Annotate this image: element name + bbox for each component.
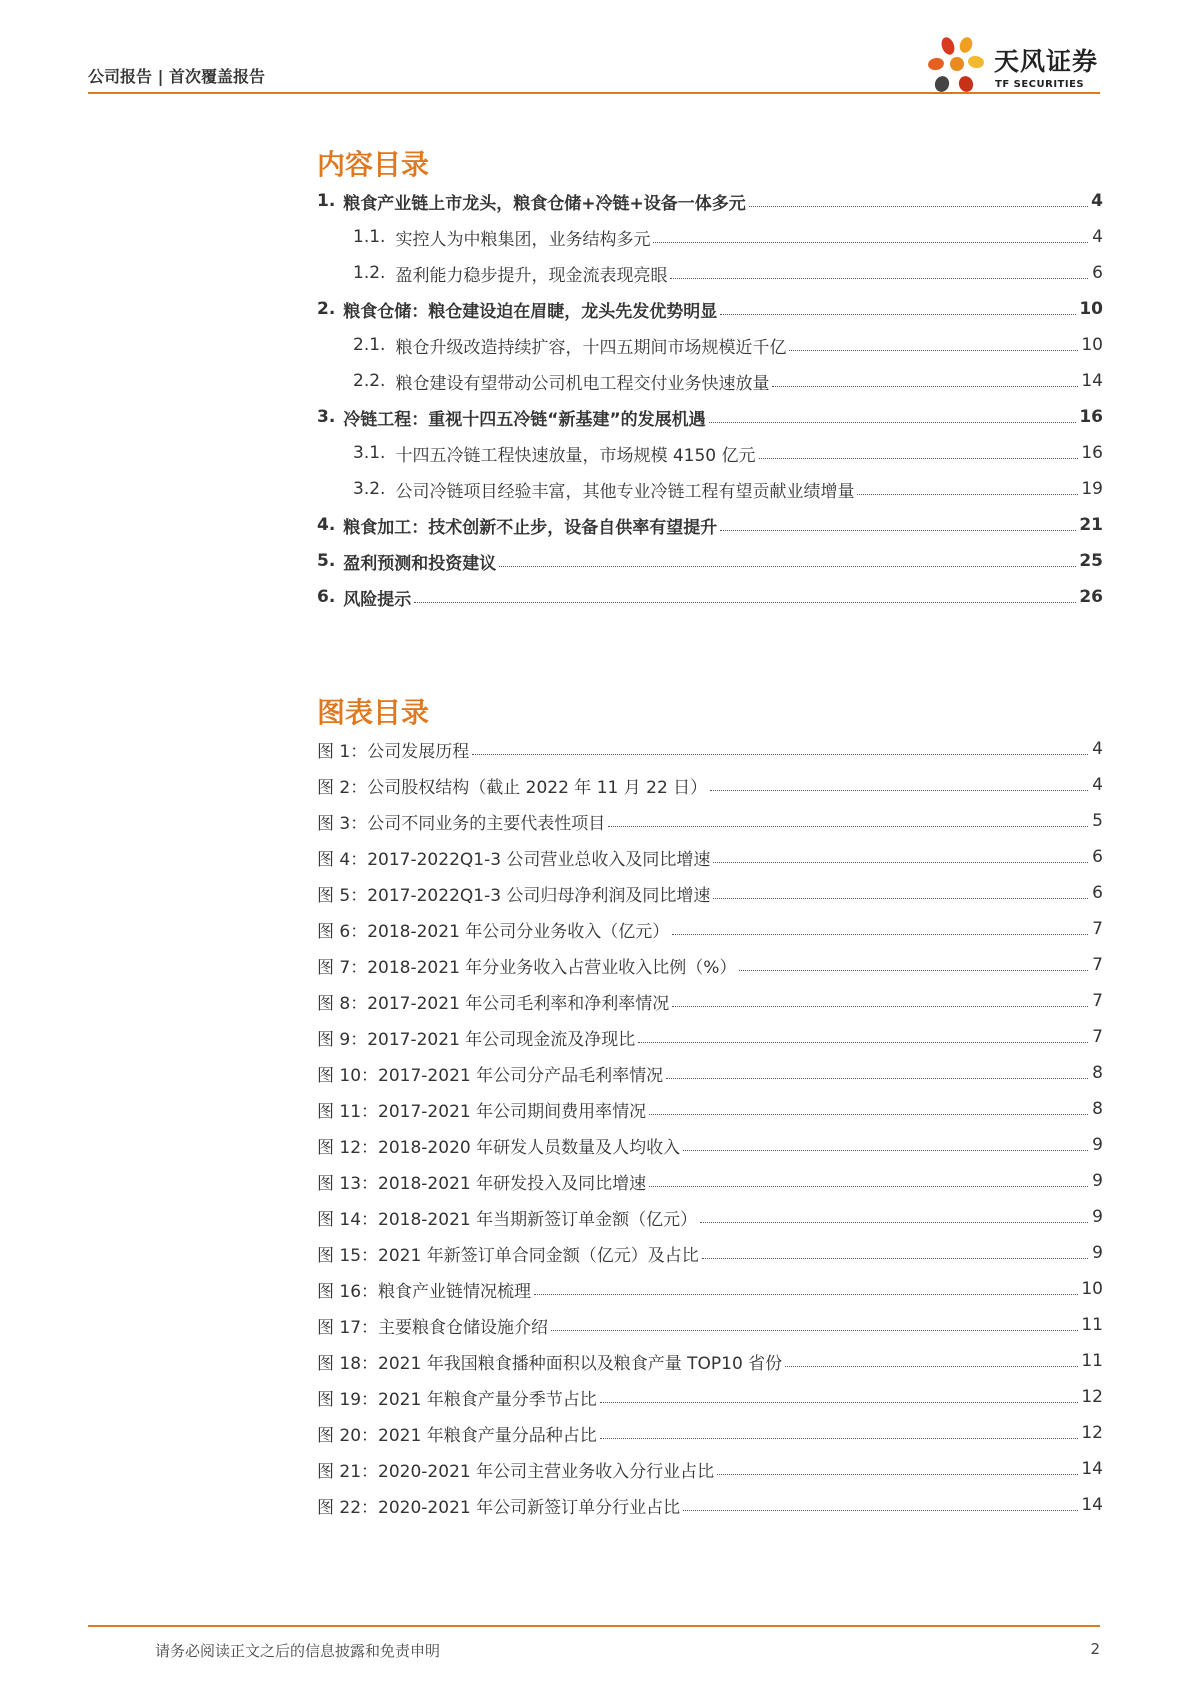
toc-entry-title: 实控人为中粮集团，业务结构多元: [395, 229, 651, 250]
figure-entry-page: 6: [1092, 883, 1103, 903]
toc-entry-page: 16: [1081, 443, 1103, 463]
figure-leader-dots: [600, 1402, 1079, 1403]
toc-entry-title: 粮食产业链上市龙头，粮食仓储+冷链+设备一体多元: [343, 193, 746, 214]
figure-entry-title: 图 7：2018-2021 年分业务收入占营业收入比例（%）: [317, 957, 737, 978]
toc-leader-dots: [857, 494, 1078, 495]
toc-entry-title: 盈利能力稳步提升，现金流表现亮眼: [395, 265, 668, 286]
figures-title: 图表目录: [317, 696, 430, 729]
toc-entry-number: 3.2.: [353, 479, 386, 499]
toc-entry-number: 2.: [317, 299, 336, 319]
figure-entry-page: 11: [1081, 1315, 1103, 1335]
toc-entry[interactable]: [317, 327, 1103, 363]
toc-entry[interactable]: [317, 543, 1103, 579]
toc-leader-dots: [789, 350, 1078, 351]
figure-entry[interactable]: [317, 767, 1103, 803]
figure-entry[interactable]: [317, 1163, 1103, 1199]
figure-entry[interactable]: [317, 1379, 1103, 1415]
figure-entry-title: 图 9：2017-2021 年公司现金流及净现比: [317, 1029, 636, 1050]
figure-leader-dots: [649, 1186, 1088, 1187]
figure-entry-title: 图 14：2018-2021 年当期新签订单金额（亿元）: [317, 1209, 698, 1230]
toc-entry-page: 26: [1079, 587, 1103, 607]
figure-entry-page: 4: [1092, 739, 1103, 759]
toc-entry-number: 1.2.: [353, 263, 386, 283]
figure-entry-page: 6: [1092, 847, 1103, 867]
figure-entry-title: 图 19：2021 年粮食产量分季节占比: [317, 1389, 597, 1410]
figure-leader-dots: [739, 970, 1088, 971]
toc-entry-title: 公司冷链项目经验丰富，其他专业冷链工程有望贡献业绩增量: [395, 481, 855, 502]
figure-entry-page: 10: [1081, 1279, 1103, 1299]
toc-entry-number: 3.: [317, 407, 336, 427]
toc-entry-page: 4: [1091, 191, 1103, 211]
figure-entry[interactable]: [317, 1199, 1103, 1235]
toc-entry[interactable]: [317, 219, 1103, 255]
figure-leader-dots: [672, 1006, 1088, 1007]
toc-entry-title: 冷链工程：重视十四五冷链“新基建”的发展机遇: [343, 409, 706, 430]
figure-entry-page: 12: [1081, 1387, 1103, 1407]
figure-entry-title: 图 6：2018-2021 年公司分业务收入（亿元）: [317, 921, 670, 942]
figure-entry[interactable]: [317, 731, 1103, 767]
toc-leader-dots: [759, 458, 1079, 459]
figure-entry-title: 图 5：2017-2022Q1-3 公司归母净利润及同比增速: [317, 885, 711, 906]
figure-leader-dots: [785, 1366, 1078, 1367]
figure-entry-page: 14: [1081, 1459, 1103, 1479]
toc-entry[interactable]: [317, 579, 1103, 615]
figure-entry-title: 图 12：2018-2020 年研发人员数量及人均收入: [317, 1137, 681, 1158]
toc-entry-page: 14: [1081, 371, 1103, 391]
figure-leader-dots: [683, 1510, 1078, 1511]
toc-entry-page: 16: [1079, 407, 1103, 427]
figure-entry-page: 7: [1092, 919, 1103, 939]
figure-leader-dots: [649, 1114, 1088, 1115]
figure-entry[interactable]: [317, 1127, 1103, 1163]
figure-entry[interactable]: [317, 911, 1103, 947]
figure-leader-dots: [683, 1150, 1088, 1151]
figure-leader-dots: [700, 1222, 1088, 1223]
figure-leader-dots: [472, 754, 1088, 755]
toc-entry-number: 3.1.: [353, 443, 386, 463]
figure-entry[interactable]: [317, 983, 1103, 1019]
toc-entry-page: 10: [1079, 299, 1103, 319]
toc-leader-dots: [414, 602, 1076, 603]
figure-entry[interactable]: [317, 1235, 1103, 1271]
figure-entry[interactable]: [317, 1451, 1103, 1487]
toc-entry-title: 风险提示: [343, 589, 412, 610]
figure-leader-dots: [713, 898, 1088, 899]
toc-entry[interactable]: [317, 507, 1103, 543]
figure-leader-dots: [551, 1330, 1078, 1331]
figure-entry[interactable]: [317, 1271, 1103, 1307]
figure-entry-page: 9: [1092, 1207, 1103, 1227]
toc-entry[interactable]: [317, 363, 1103, 399]
figure-entry[interactable]: [317, 803, 1103, 839]
toc-entry-page: 10: [1081, 335, 1103, 355]
figure-entry-title: 图 2：公司股权结构（截止 2022 年 11 月 22 日）: [317, 777, 708, 798]
toc-leader-dots: [720, 530, 1076, 531]
figure-entry-page: 9: [1092, 1171, 1103, 1191]
figure-leader-dots: [717, 1474, 1078, 1475]
toc-entry-page: 6: [1092, 263, 1103, 283]
figure-leader-dots: [600, 1438, 1079, 1439]
figure-entry-title: 图 1：公司发展历程: [317, 741, 470, 762]
logo-english-name: TF SECURITIES: [995, 79, 1085, 90]
figure-entry[interactable]: [317, 1415, 1103, 1451]
toc-entry[interactable]: [317, 471, 1103, 507]
contents-list: [317, 183, 1103, 615]
figure-entry-page: 14: [1081, 1495, 1103, 1515]
figure-entry-page: 7: [1092, 991, 1103, 1011]
figure-entry-title: 图 17：主要粮食仓储设施介绍: [317, 1317, 549, 1338]
figure-entry-page: 12: [1081, 1423, 1103, 1443]
figure-entry-page: 9: [1092, 1243, 1103, 1263]
figure-entry-page: 8: [1092, 1099, 1103, 1119]
figure-entry-title: 图 21：2020-2021 年公司主营业务收入分行业占比: [317, 1461, 715, 1482]
figure-entry[interactable]: [317, 1091, 1103, 1127]
figure-entry-page: 11: [1081, 1351, 1103, 1371]
figure-entry-title: 图 20：2021 年粮食产量分品种占比: [317, 1425, 597, 1446]
toc-leader-dots: [670, 278, 1088, 279]
toc-entry-page: 21: [1079, 515, 1103, 535]
toc-entry-page: 4: [1092, 227, 1103, 247]
flower-logo-icon: [928, 36, 990, 100]
toc-leader-dots: [749, 206, 1088, 207]
figure-entry[interactable]: [317, 1487, 1103, 1523]
figure-entry-title: 图 16：粮食产业链情况梳理: [317, 1281, 532, 1302]
figure-entry-title: 图 4：2017-2022Q1-3 公司营业总收入及同比增速: [317, 849, 711, 870]
toc-leader-dots: [772, 386, 1078, 387]
figure-leader-dots: [608, 826, 1088, 827]
toc-entry[interactable]: [317, 183, 1103, 219]
toc-entry[interactable]: [317, 255, 1103, 291]
figure-leader-dots: [713, 862, 1088, 863]
figure-entry[interactable]: [317, 947, 1103, 983]
toc-entry-number: 1.1.: [353, 227, 386, 247]
toc-entry-number: 2.1.: [353, 335, 386, 355]
toc-leader-dots: [709, 422, 1077, 423]
toc-leader-dots: [720, 314, 1076, 315]
toc-entry-title: 粮仓升级改造持续扩容，十四五期间市场规模近千亿: [395, 337, 787, 358]
footer-divider: [88, 1625, 1100, 1627]
company-logo: [928, 36, 1108, 100]
figure-entry-title: 图 8：2017-2021 年公司毛利率和净利率情况: [317, 993, 670, 1014]
figures-list: [317, 731, 1103, 1523]
figure-entry[interactable]: [317, 1055, 1103, 1091]
logo-chinese-name: 天风证券: [994, 47, 1099, 76]
toc-entry-title: 粮仓建设有望带动公司机电工程交付业务快速放量: [395, 373, 770, 394]
contents-title: 内容目录: [317, 148, 430, 181]
figure-leader-dots: [702, 1258, 1088, 1259]
figure-entry-page: 8: [1092, 1063, 1103, 1083]
figure-leader-dots: [638, 1042, 1088, 1043]
toc-entry-title: 粮食仓储：粮仓建设迫在眉睫，龙头先发优势明显: [343, 301, 718, 322]
toc-entry-page: 25: [1079, 551, 1103, 571]
toc-entry-title: 盈利预测和投资建议: [343, 553, 497, 574]
figure-entry[interactable]: [317, 875, 1103, 911]
figure-entry[interactable]: [317, 1307, 1103, 1343]
toc-entry-page: 19: [1081, 479, 1103, 499]
figure-entry[interactable]: [317, 839, 1103, 875]
figure-entry-title: 图 10：2017-2021 年公司分产品毛利率情况: [317, 1065, 664, 1086]
figure-entry-title: 图 15：2021 年新签订单合同金额（亿元）及占比: [317, 1245, 699, 1266]
figure-entry-title: 图 22：2020-2021 年公司新签订单分行业占比: [317, 1497, 681, 1518]
figure-entry-page: 7: [1092, 1027, 1103, 1047]
figure-leader-dots: [666, 1078, 1088, 1079]
toc-entry-title: 十四五冷链工程快速放量，市场规模 4150 亿元: [395, 445, 756, 466]
toc-entry-number: 2.2.: [353, 371, 386, 391]
toc-entry-number: 1.: [317, 191, 336, 211]
figure-entry-title: 图 13：2018-2021 年研发投入及同比增速: [317, 1173, 647, 1194]
toc-entry[interactable]: [317, 399, 1103, 435]
toc-entry-number: 6.: [317, 587, 336, 607]
figure-entry-title: 图 11：2017-2021 年公司期间费用率情况: [317, 1101, 647, 1122]
figure-entry-page: 5: [1092, 811, 1103, 831]
toc-entry-number: 4.: [317, 515, 336, 535]
figure-entry[interactable]: [317, 1019, 1103, 1055]
figure-entry[interactable]: [317, 1343, 1103, 1379]
figure-entry-page: 4: [1092, 775, 1103, 795]
toc-leader-dots: [653, 242, 1088, 243]
figure-leader-dots: [710, 790, 1088, 791]
figure-entry-title: 图 18：2021 年我国粮食播种面积以及粮食产量 TOP10 省份: [317, 1353, 783, 1374]
figure-leader-dots: [672, 934, 1088, 935]
toc-entry[interactable]: [317, 435, 1103, 471]
toc-leader-dots: [499, 566, 1076, 567]
figure-leader-dots: [534, 1294, 1078, 1295]
figure-entry-page: 7: [1092, 955, 1103, 975]
figure-entry-page: 9: [1092, 1135, 1103, 1155]
report-type-header: 公司报告 | 首次覆盖报告: [88, 67, 265, 86]
toc-entry-number: 5.: [317, 551, 336, 571]
toc-entry-title: 粮食加工：技术创新不止步，设备自供率有望提升: [343, 517, 718, 538]
toc-entry[interactable]: [317, 291, 1103, 327]
footer-disclaimer[interactable]: 请务必阅读正文之后的信息披露和免责申明: [155, 1642, 441, 1660]
figure-entry-title: 图 3：公司不同业务的主要代表性项目: [317, 813, 606, 834]
page-number: 2: [1090, 1640, 1100, 1658]
